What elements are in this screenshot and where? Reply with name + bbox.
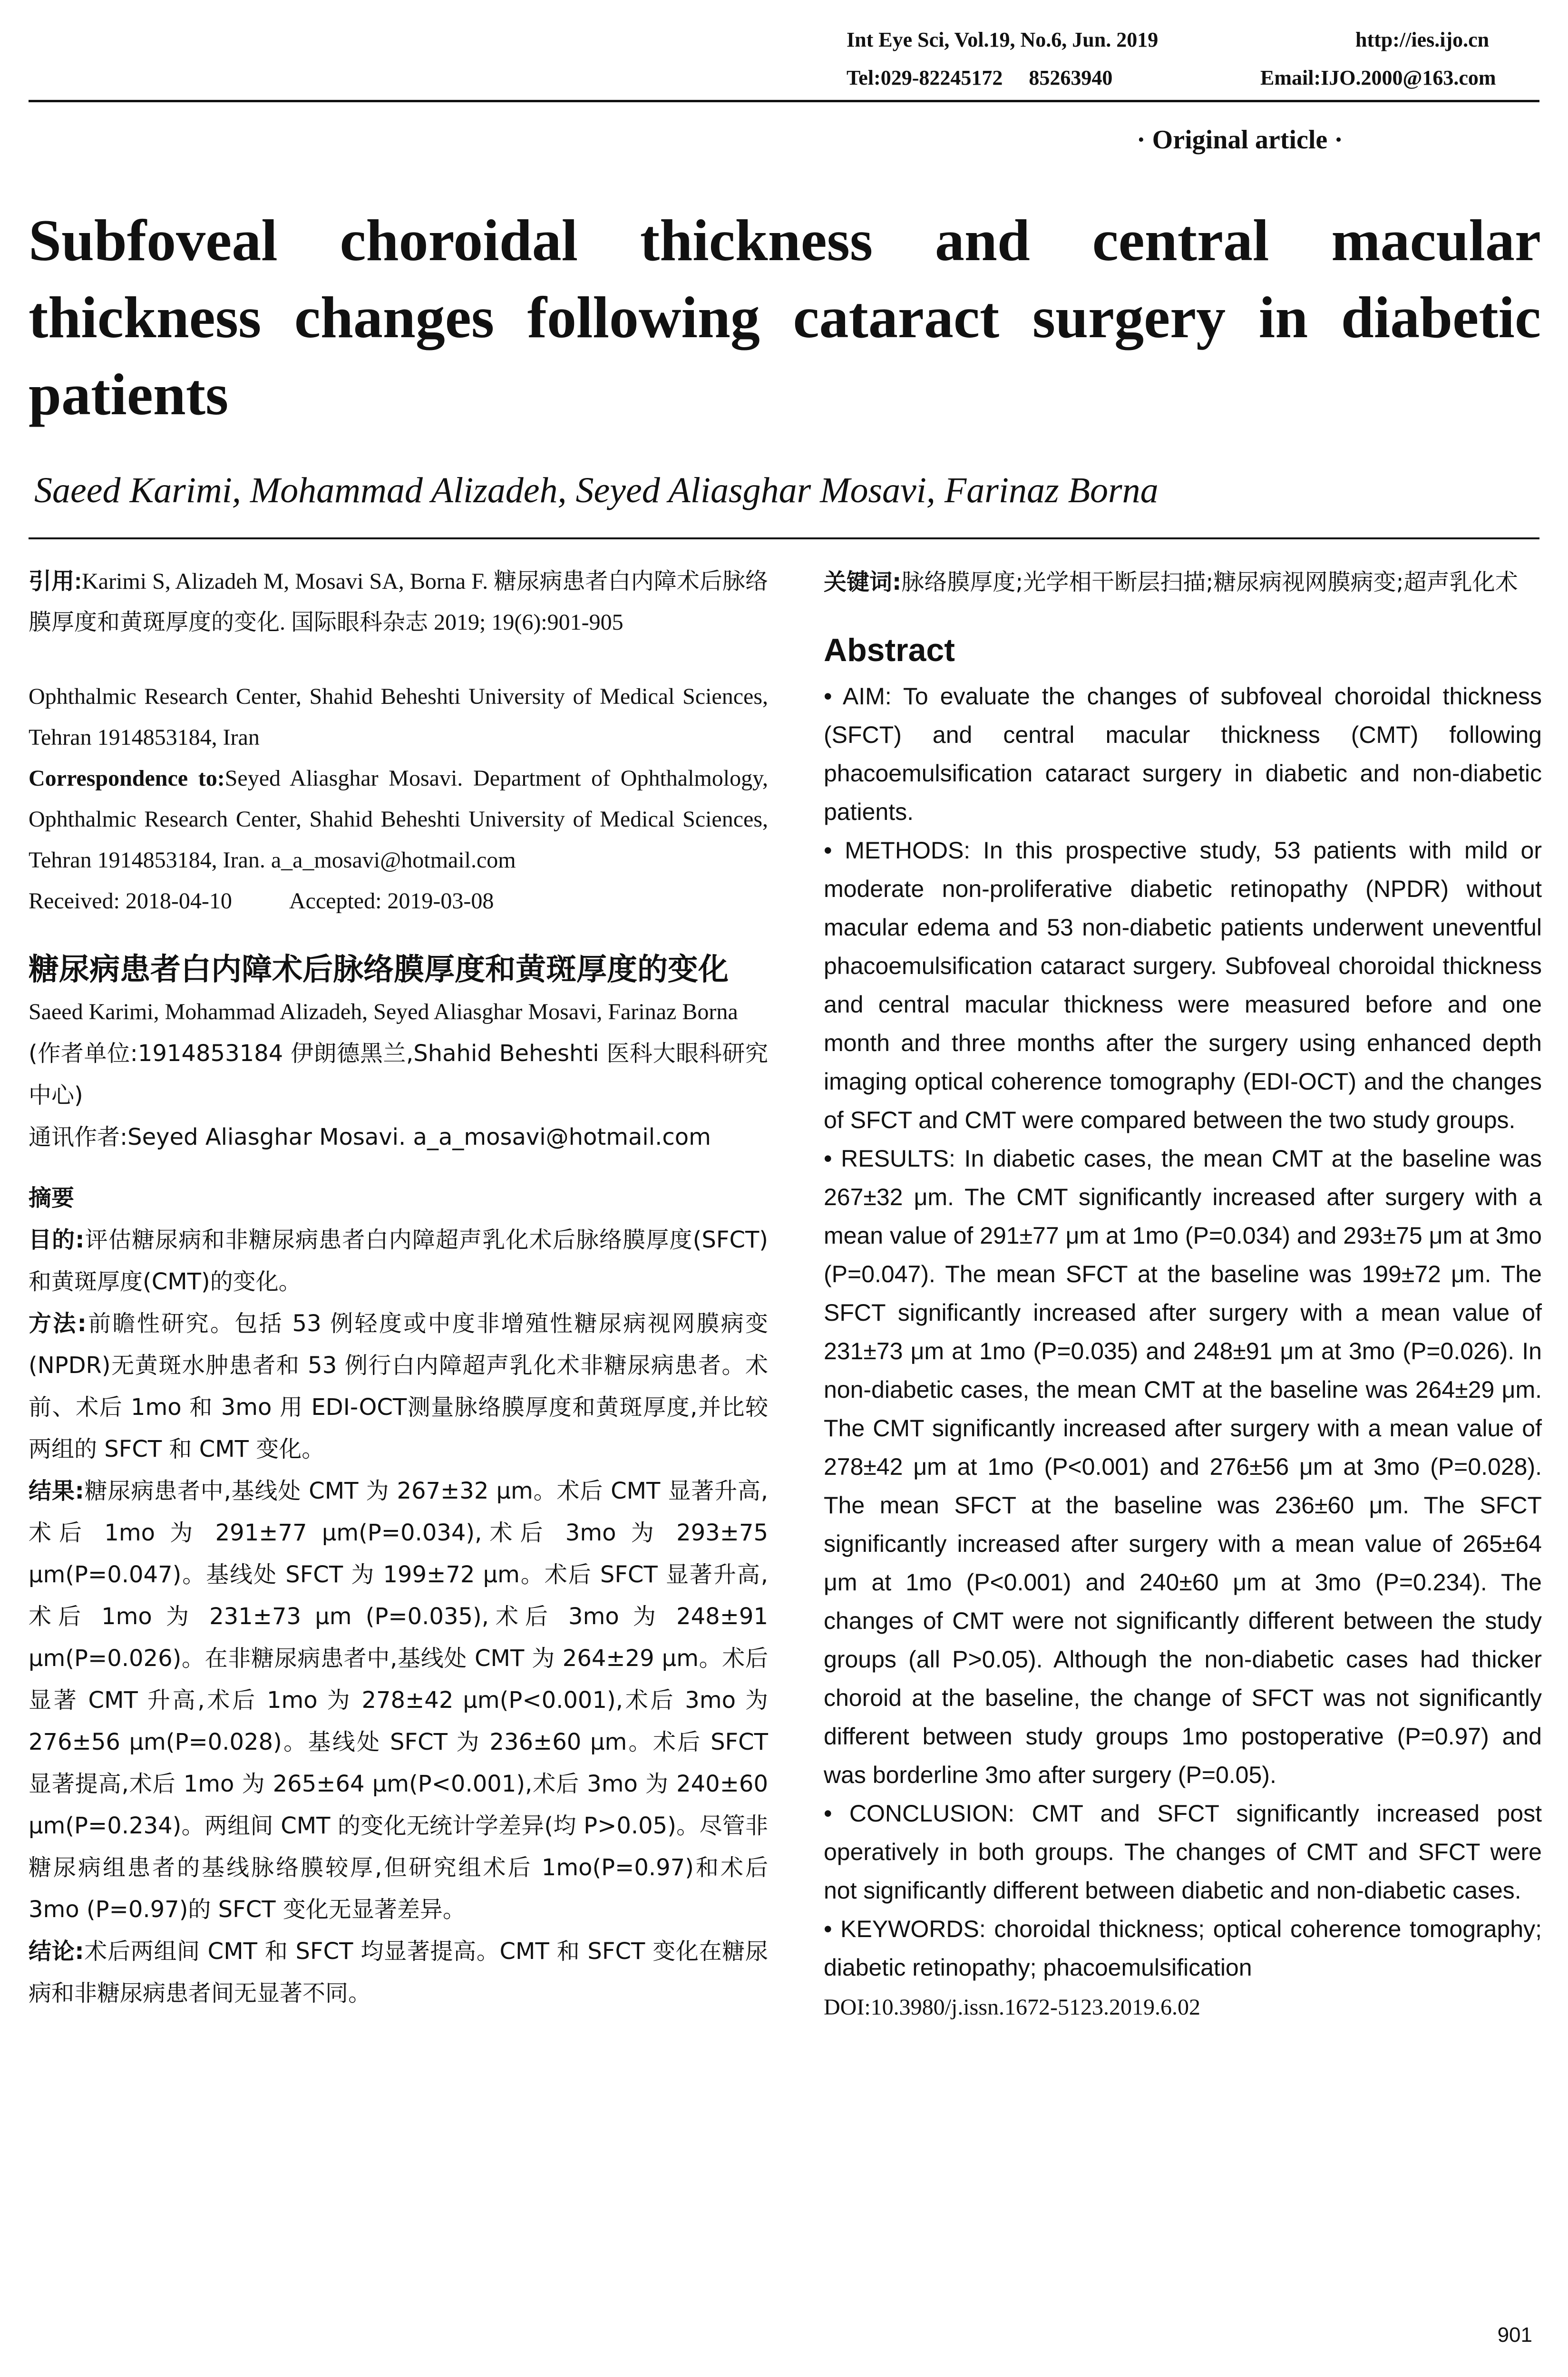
accepted-date: Accepted: 2019-03-08 [289,888,494,914]
chinese-methods-label: 方法: [29,1310,87,1337]
header-divider [29,100,1539,102]
right-column [824,561,1542,2028]
abstract-methods-text: In this prospective study, 53 patients with mild or moderate non-proliferative diabetic retinopathy (NPDR) without macular edema and 53 non-diabetic patients underwent uneventful phacoemulsification cataract surgery. Subfoveal choroidal thickness and central macular thickness were measured before and one month and three months after the surgery using enhanced depth imaging optical coherence tomography (EDI-OCT) and the changes of SFCT and CMT were compared between the two study groups. [824,837,1542,1133]
chinese-conclusion-label: 结论: [29,1938,84,1965]
abstract-conclusion-text: CMT and SFCT significantly increased post operatively in both groups. The changes of CMT and SFCT were not significantly different between diabetic and non-diabetic cases. [824,1800,1542,1904]
chinese-methods [29,1303,768,1470]
chinese-conclusion [29,1930,768,2014]
correspondence [29,758,768,881]
dates [29,881,768,922]
abstract-results-label: • RESULTS: [824,1145,955,1172]
abstract-conclusion [824,1794,1542,1910]
abstract-methods-label: • METHODS: [824,837,971,864]
chinese-aim-label: 目的: [29,1227,85,1253]
journal-telephone: Tel:029-82245172 85263940 [847,66,1113,89]
journal-citation: Int Eye Sci, Vol.19, No.6, Jun. 2019 [847,28,1159,51]
citation-text: Karimi S, Alizadeh M, Mosavi SA, Borna F. 糖尿病患者白内障术后脉络膜厚度和黄斑厚度的变化. 国际眼科杂志 2019; 19(6):901-905 [29,569,768,635]
abstract-methods [824,831,1542,1140]
citation-label: 引用: [29,569,82,594]
title-divider [29,537,1539,539]
received-date: Received: 2018-04-10 [29,888,232,914]
citation [29,561,768,643]
doi[interactable]: DOI:10.3980/j.issn.1672-5123.2019.6.02 [824,1995,1200,2020]
article-type: · Original article · [1137,125,1343,155]
chinese-methods-text: 前瞻性研究。包括 53 例轻度或中度非增殖性糖尿病视网膜病变(NPDR)无黄斑水肿患者和 53 例行白内障超声乳化术非糖尿病患者。术前、术后 1mo 和 3mo 用 EDI-OCT测量脉络膜厚度和黄斑厚度,并比较两组的 SFCT 和 CMT 变化。 [29,1310,768,1462]
chinese-keywords-text: 脉络膜厚度;光学相干断层扫描;糖尿病视网膜病变;超声乳化术 [901,569,1518,595]
abstract-keywords-label: • KEYWORDS: [824,1916,986,1942]
correspondence-label: Correspondence to: [29,766,225,791]
chinese-conclusion-text: 术后两组间 CMT 和 SFCT 均显著提高。CMT 和 SFCT 变化在糖尿病和非糖尿病患者间无显著不同。 [29,1938,768,2007]
journal-email[interactable]: Email:IJO.2000@163.com [1260,66,1496,89]
chinese-keywords-label: 关键词: [824,569,902,595]
abstract-heading: Abstract [824,632,955,668]
chinese-keywords [824,561,1542,603]
paper-title: Subfoveal choroidal thickness and central macular thickness changes following cataract surgery in diabetic patients [29,208,1541,427]
correspondence-text: Seyed Aliasghar Mosavi. Department of Ophthalmology, Ophthalmic Research Center, Shahid Beheshti University of Medical Sciences, Tehran 1914853184, Iran. a_a_mosavi@hotmail.com [29,766,769,873]
chinese-authors: Saeed Karimi, Mohammad Alizadeh, Seyed Aliasghar Mosavi, Farinaz Borna [29,999,738,1024]
chinese-correspondence: 通讯作者:Seyed Aliasghar Mosavi. a_a_mosavi@hotmail.com [29,1124,711,1150]
abstract-results-text: In diabetic cases, the mean CMT at the baseline was 267±32 μm. The CMT significantly increased after surgery with a mean value of 291±77 μm at 1mo (P=0.034) and 293±75 μm at 3mo (P=0.047). The mean SFCT at the baseline was 199±72 μm. The SFCT significantly increased after surgery with a mean value of 231±73 μm at 1mo (P=0.035) and 248±91 μm at 3mo (P=0.026). In non-diabetic cases, the mean CMT at the baseline was 264±29 μm. The CMT significantly increased after surgery with a mean value of 278±42 μm at 1mo (P<0.001) and 276±56 μm at 3mo (P=0.028). The mean SFCT at the baseline was 236±60 μm. The SFCT significantly increased after surgery with a mean value of 265±64 μm at 1mo (P<0.001) and 240±60 μm at 3mo (P=0.234). The changes of CMT were not significantly different between the study groups (all P>0.05). Although the non-diabetic cases had thicker choroid at the baseline, the change of SFCT was not significantly different between study groups 1mo postoperative (P=0.97) and was borderline 3mo after surgery (P=0.05). [824,1145,1542,1788]
chinese-aim-text: 评估糖尿病和非糖尿病患者白内障超声乳化术后脉络膜厚度(SFCT)和黄斑厚度(CMT)的变化。 [29,1227,769,1295]
page-number: 901 [1497,2323,1532,2347]
left-column [29,561,768,2014]
chinese-aim [29,1219,768,1303]
chinese-results [29,1470,768,1930]
abstract-keywords-text: choroidal thickness; optical coherence tomography; diabetic retinopathy; phacoemulsification [824,1916,1542,1981]
abstract-aim-label: • AIM: [824,683,892,710]
abstract-results [824,1140,1542,1794]
author-list: Saeed Karimi, Mohammad Alizadeh, Seyed Aliasghar Mosavi, Farinaz Borna [34,470,1159,510]
chinese-affiliation: (作者单位:1914853184 伊朗德黑兰,Shahid Beheshti 医科大眼科研究中心) [29,1040,768,1109]
chinese-title: 糖尿病患者白内障术后脉络膜厚度和黄斑厚度的变化 [29,952,729,987]
chinese-results-label: 结果: [29,1478,84,1504]
journal-url[interactable]: http://ies.ijo.cn [1355,28,1490,51]
abstract-aim-text: To evaluate the changes of subfoveal choroidal thickness (SFCT) and central macular thickness (CMT) following phacoemulsification cataract surgery in diabetic and non-diabetic patients. [824,683,1542,825]
abstract-conclusion-label: • CONCLUSION: [824,1800,1015,1827]
chinese-abstract-heading: 摘要 [29,1185,75,1211]
abstract-keywords [824,1910,1542,1987]
chinese-results-text: 糖尿病患者中,基线处 CMT 为 267±32 μm。术后 CMT 显著升高,术后 1mo 为 291±77 μm(P=0.034),术后 3mo 为 293±75 μm(P=0.047)。基线处 SFCT 为 199±72 μm。术后 SFCT 显著升高,术后 1mo 为 231±73 μm (P=0.035),术后 3mo 为 248±91 μm(P=0.026)。在非糖尿病患者中,基线处 CMT 为 264±29 μm。术后显著 CMT 升高,术后 1mo 为 278±42 μm(P<0.001),术后 3mo 为276±56 μm(P=0.028)。基线处 SFCT 为 236±60 μm。术后 SFCT 显著提高,术后 1mo 为 265±64 μm(P<0.001),术后 3mo 为 240±60 μm(P=0.234)。两组间 CMT 的变化无统计学差异(均 P>0.05)。尽管非糖尿病组患者的基线脉络膜较厚,但研究组术后 1mo(P=0.97)和术后 3mo (P=0.97)的 SFCT 变化无显著差异。 [29,1478,768,1923]
affiliation: Ophthalmic Research Center, Shahid Beheshti University of Medical Sciences, Tehran 1914853184, Iran [29,684,768,750]
abstract-aim [824,677,1542,831]
